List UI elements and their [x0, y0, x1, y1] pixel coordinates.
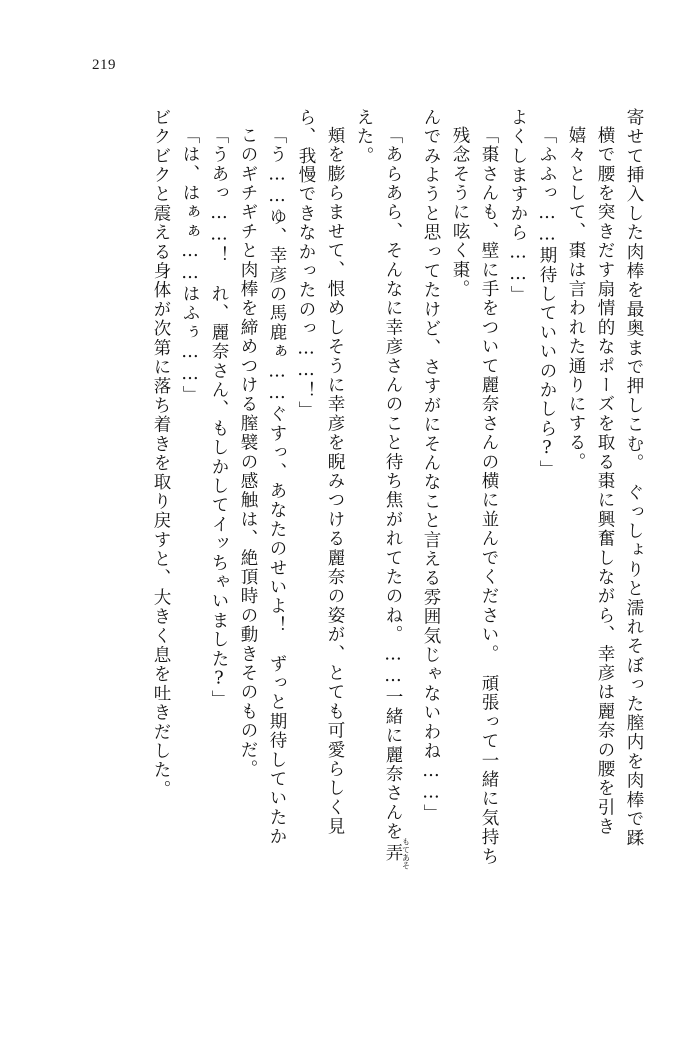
text-column: 頬を膨らませて、恨めしそうに幸彦を睨みつける麗奈の姿が、とても可愛らしく見 — [325, 126, 345, 837]
text-column: 「は、はぁぁ……はふぅ……」 — [180, 126, 200, 405]
vertical-text-block — [140, 108, 642, 988]
text-column: 寄せて挿入した肉棒を最奥まで押しこむ。 ぐっしょりと濡れそぼった膣内を肉棒で蹂 — [624, 108, 644, 849]
text-column: このギチギチと肉棒を締めつける膣襞の感触は、絶頂時の動きそのものだ。 — [238, 126, 258, 779]
text-column: 「うあっ……！ れ、麗奈さん、もしかしてイッちゃいました?」 — [209, 126, 229, 710]
text-column: 横で腰を突きだす扇情的なポーズを取る棗に興奮しながら、幸彦は麗奈の腰を引き — [595, 126, 615, 837]
text-column: んでみようと思ってたけど、さすがにそんなこと言える雰囲気じゃないわね……」 — [421, 108, 441, 824]
text-column: 嬉々として、棗は言われた通りにする。 — [566, 126, 586, 472]
text-column: 残念そうに呟く棗。 — [450, 126, 470, 299]
ruby-furigana: 弄もてあそ — [383, 837, 411, 870]
text-column: ら、我慢できなかったのっ……！」 — [296, 108, 316, 421]
text-column: えた。 — [354, 108, 374, 166]
text-column: 「う……ゆ、幸彦の馬鹿ぁ……ぐすっ、あなたのせいよ！ ずっと期待していたか — [267, 126, 287, 847]
text-column: 「ふふっ……期待していいのかしら?」 — [537, 126, 557, 480]
page-number: 219 — [92, 57, 116, 73]
text-column: 「棗さんも、壁に手をついて麗奈さんの横に並んでください。 頑張って一緒に気持ち — [479, 126, 499, 867]
text-column: 「あらあら、そんなに幸彦さんのこと待ち焦がれてたのね。……一緒に麗奈さんを弄もてあそ — [383, 126, 411, 870]
text-column: よくしますから……」 — [508, 108, 528, 305]
text-column: ビクビクと震える身体が次第に落ち着きを取り戻すと、大きく息を吐きだした。 — [151, 108, 171, 800]
